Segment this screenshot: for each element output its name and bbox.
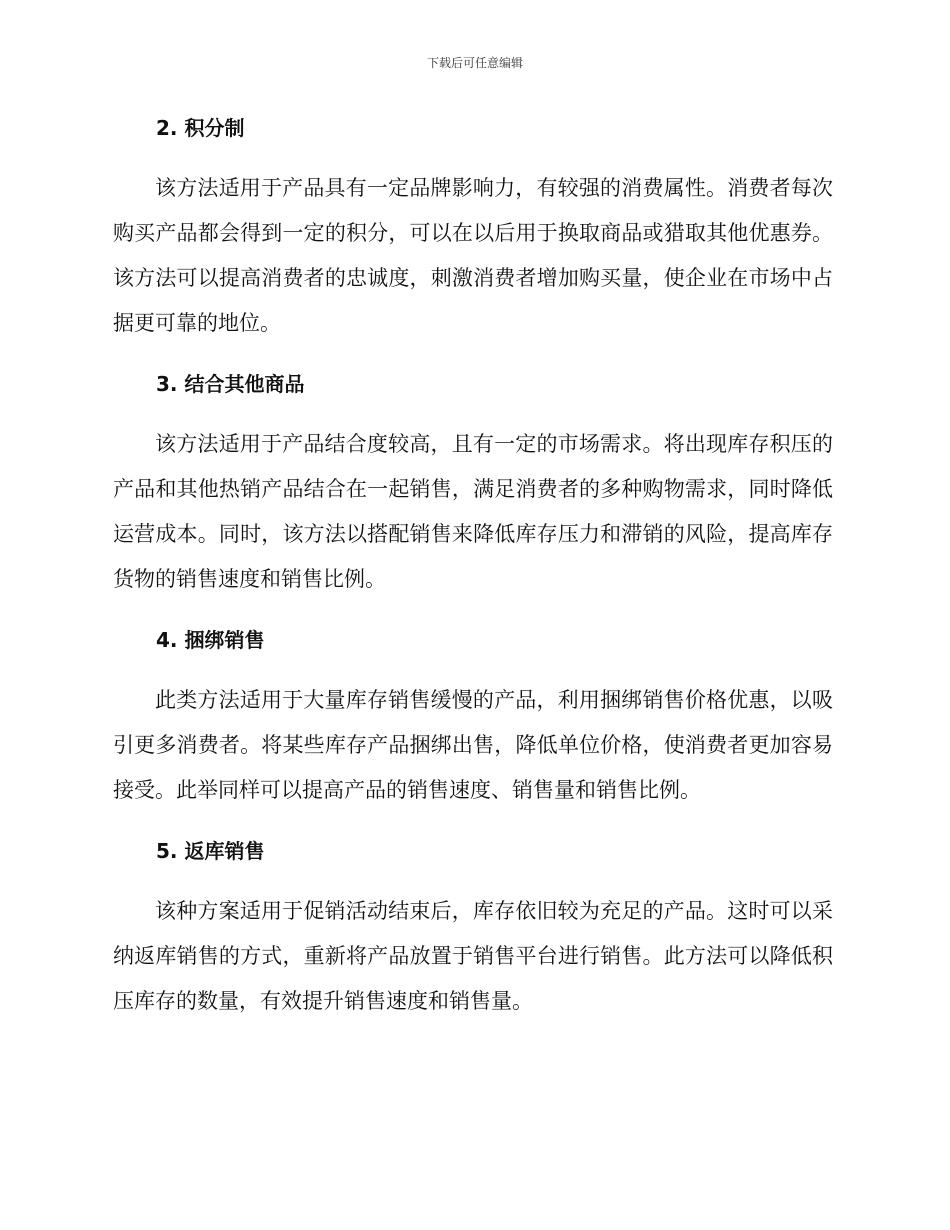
document-body — [113, 110, 833, 1024]
section-paragraph: 该方法适用于产品具有一定品牌影响力，有较强的消费属性。消费者每次购买产品都会得到一定的积分，可以在以后用于换取商品或猎取其他优惠券。该方法可以提高消费者的忠诚度，刺激消费者增加购买量，使企业在市场中占据更可靠的地位。 — [113, 176, 833, 335]
section-paragraph: 该种方案适用于促销活动结束后，库存依旧较为充足的产品。这时可以采纳返库销售的方式，重新将产品放置于销售平台进行销售。此方法可以降低积压库存的数量，有效提升销售速度和销售量。 — [113, 899, 833, 1013]
section-heading: 3. 结合其他商品 — [156, 372, 305, 396]
section-combine-products — [113, 366, 833, 602]
section-points-system — [113, 110, 833, 346]
section-paragraph: 该方法适用于产品结合度较高，且有一定的市场需求。将出现库存积压的产品和其他热销产品结合在一起销售，满足消费者的多种购物需求，同时降低运营成本。同时，该方法以搭配销售来降低库存压力和滞销的风险，提高库存货物的销售速度和销售比例。 — [113, 432, 833, 591]
section-paragraph: 此类方法适用于大量库存销售缓慢的产品，利用捆绑销售价格优惠，以吸引更多消费者。将某些库存产品捆绑出售，降低单位价格，使消费者更加容易接受。此举同样可以提高产品的销售速度、销售量和销售比例。 — [113, 688, 833, 802]
section-heading: 5. 返库销售 — [156, 839, 265, 863]
section-heading: 2. 积分制 — [156, 116, 245, 140]
section-return-stock-sales — [113, 833, 833, 1024]
section-bundle-sales — [113, 622, 833, 813]
section-heading: 4. 捆绑销售 — [156, 628, 265, 652]
page-header-note: 下载后可任意编辑 — [426, 56, 523, 70]
